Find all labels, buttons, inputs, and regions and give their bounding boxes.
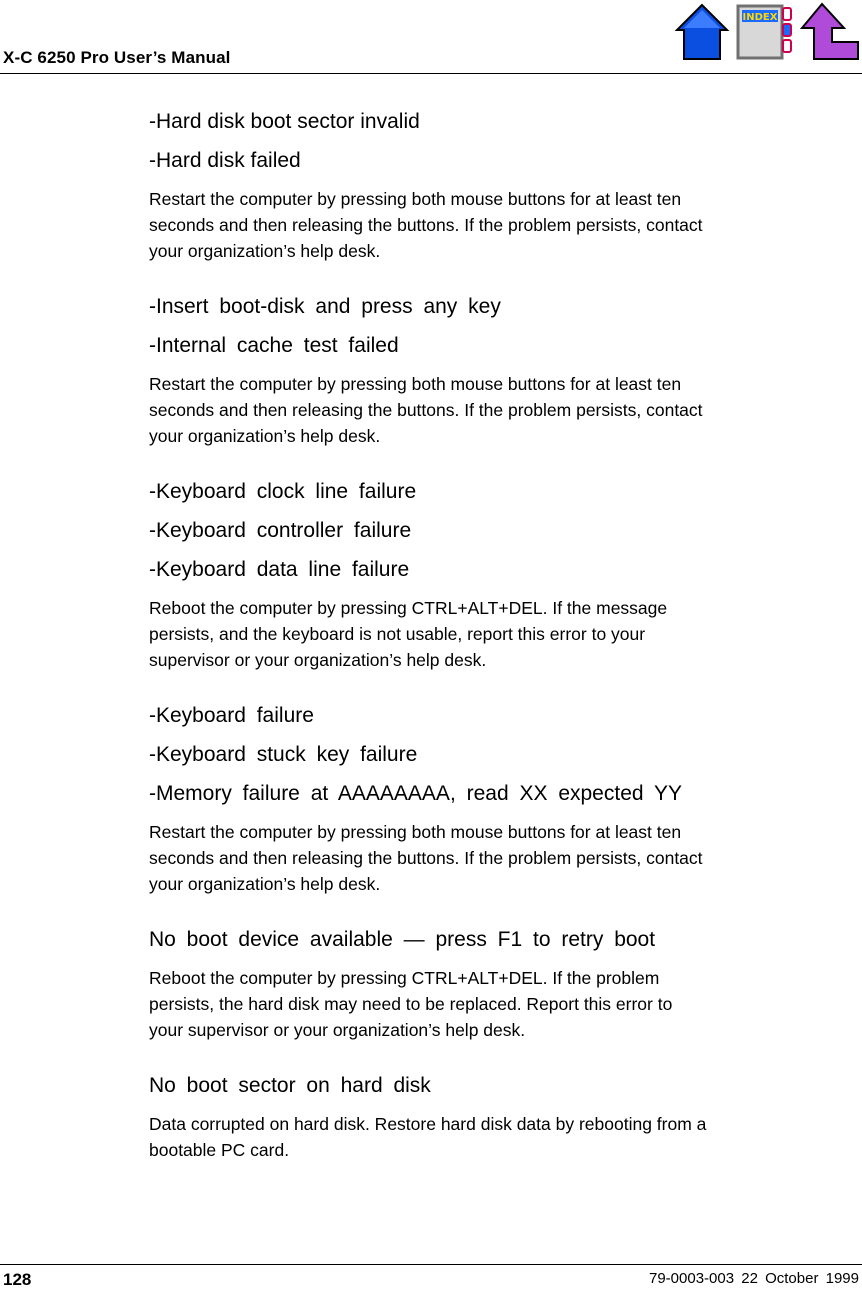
error-entry [149, 1074, 859, 1163]
description-line: your organization’s help desk. [149, 874, 381, 894]
error-description [149, 371, 859, 449]
error-title: No boot device available — press F1 to retry boot [149, 928, 656, 951]
error-description [149, 595, 859, 673]
description-line: Reboot the computer by pressing CTRL+ALT+DEL. If the problem [149, 968, 660, 988]
description-line: seconds and then releasing the buttons. If the problem persists, contact [149, 848, 703, 868]
error-title: -Keyboard data line failure [149, 558, 410, 581]
document-info [649, 1270, 859, 1287]
up-arrow-icon[interactable] [800, 2, 860, 62]
manual-title: X-C 6250 Pro User’s Manual [3, 48, 231, 67]
error-title: -Insert boot-disk and press any key [149, 295, 501, 318]
error-title: -Hard disk failed [149, 149, 301, 172]
document-date: 22 October 1999 [741, 1270, 859, 1287]
description-line: seconds and then releasing the buttons. If the problem persists, contact [149, 215, 703, 235]
description-line: your organization’s help desk. [149, 426, 381, 446]
error-entry [149, 704, 859, 897]
error-entry [149, 295, 859, 449]
description-line: Restart the computer by pressing both mouse buttons for at least ten [149, 822, 682, 842]
error-title: -Hard disk boot sector invalid [149, 110, 420, 133]
error-entry [149, 928, 859, 1043]
error-description [149, 186, 859, 264]
error-title: -Internal cache test failed [149, 334, 399, 357]
error-title: -Keyboard failure [149, 704, 314, 727]
index-icon[interactable] [736, 2, 794, 62]
description-line: Reboot the computer by pressing CTRL+ALT+DEL. If the message [149, 598, 668, 618]
error-title: -Keyboard clock line failure [149, 480, 417, 503]
description-line: Data corrupted on hard disk. Restore hard disk data by rebooting from a [149, 1114, 707, 1134]
error-title: -Memory failure at AAAAAAAA, read XX expected YY [149, 782, 683, 805]
document-number: 79-0003-003 [649, 1270, 735, 1287]
description-line: bootable PC card. [149, 1140, 290, 1160]
description-line: Restart the computer by pressing both mouse buttons for at least ten [149, 374, 682, 394]
error-title: No boot sector on hard disk [149, 1074, 431, 1097]
description-line: persists, the hard disk may need to be replaced. Report this error to [149, 994, 673, 1014]
error-description [149, 965, 859, 1043]
error-description [149, 819, 859, 897]
error-messages-list [149, 110, 859, 1194]
description-line: seconds and then releasing the buttons. If the problem persists, contact [149, 400, 703, 420]
navigation-icons [674, 2, 860, 62]
description-line: Restart the computer by pressing both mouse buttons for at least ten [149, 189, 682, 209]
index-icon-label: INDEX [742, 12, 778, 23]
home-icon[interactable] [674, 2, 730, 62]
description-line: your organization’s help desk. [149, 241, 381, 261]
footer-divider [0, 1264, 862, 1265]
description-line: persists, and the keyboard is not usable, report this error to your [149, 624, 646, 644]
error-title: -Keyboard controller failure [149, 519, 412, 542]
page-number: 128 [3, 1270, 32, 1289]
error-description [149, 1111, 859, 1163]
page-header [0, 0, 862, 76]
description-line: your supervisor or your organization’s help desk. [149, 1020, 526, 1040]
error-entry [149, 110, 859, 264]
error-entry [149, 480, 859, 673]
description-line: supervisor or your organization’s help desk. [149, 650, 487, 670]
header-divider [0, 73, 862, 74]
error-title: -Keyboard stuck key failure [149, 743, 418, 766]
